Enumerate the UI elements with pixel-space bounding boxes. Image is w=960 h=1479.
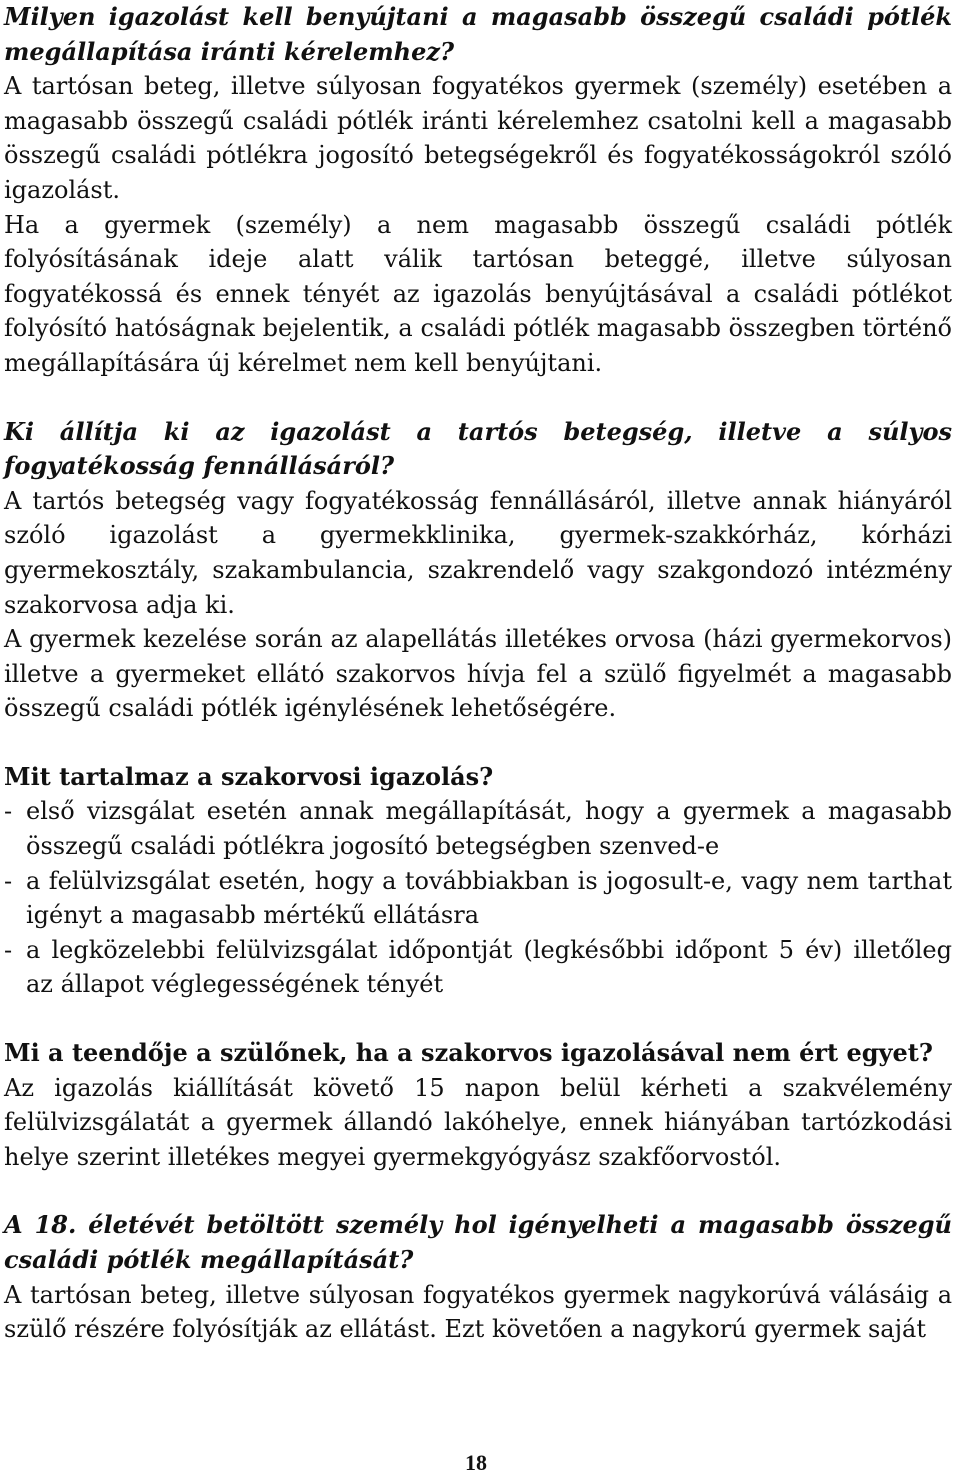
spacer	[4, 726, 952, 760]
paragraph: Ha a gyermek (személy) a nem magasabb összegű családi pótlék folyósításának ideje alatt válik tartósan beteggé, illetve súlyosan fogyatékossá és ennek tényét az igazolás benyújtásával a családi pótlékot folyósító hatóságnak bejelentik, a családi pótlék magasabb összegben történő megállapítására új kérelmet nem kell benyújtani.	[4, 210, 952, 377]
spacer	[4, 1002, 952, 1036]
spacer	[4, 1174, 952, 1208]
dash-bullet: -	[4, 797, 13, 826]
paragraph: A tartósan beteg, illetve súlyosan fogyatékos gyermek nagykorúvá válásáig a szülő részére folyósítják az ellátást. Ezt követően a nagykorú gyermek saját	[4, 1280, 952, 1344]
paragraph: A tartós betegség vagy fogyatékosság fennállásáról, illetve annak hiányáról szóló igazolást a gyermekklinika, gyermek-szakkórház, kórházi gyermekosztály, szakambulancia, szakrendelő vagy szakgondozó intézmény szakorvosa adja ki.	[4, 486, 952, 619]
list-item-text: a legközelebbi felülvizsgálat időpontját (legkésőbbi időpont 5 év) illetőleg az állapot véglegességének tényét	[26, 935, 952, 999]
paragraph: A gyermek kezelése során az alapellátás illetékes orvosa (házi gyermekorvos) illetve a gyermeket ellátó szakorvos hívja fel a szülő figyelmét a magasabb összegű családi pótlék igénylésének lehetőségére.	[4, 625, 952, 723]
list-item-text: első vizsgálat esetén annak megállapítását, hogy a gyermek a magasabb összegű családi pótlékra jogosító betegségben szenved-e	[26, 797, 952, 861]
requirements-list	[4, 794, 952, 1002]
section-heading: Milyen igazolást kell benyújtani a magasabb összegű családi pótlék megállapítása iránti kérelemhez?	[4, 2, 952, 66]
list-item	[4, 933, 952, 1002]
section-heading: Mit tartalmaz a szakorvosi igazolás?	[4, 761, 494, 791]
list-item	[4, 864, 952, 933]
page-number: 18	[465, 1450, 487, 1475]
section-heading: Ki állítja ki az igazolást a tartós betegség, illetve a súlyos fogyatékosság fennállásáról?	[4, 416, 952, 481]
dash-bullet: -	[4, 866, 13, 895]
spacer	[4, 381, 952, 415]
document-page	[4, 0, 952, 1347]
paragraph: A tartósan beteg, illetve súlyosan fogyatékos gyermek (személy) esetében a magasabb összegű családi pótlék iránti kérelemhez csatolni kell a magasabb összegű családi pótlékra jogosító betegségekről és fogyatékosságokról szóló igazolást.	[4, 72, 952, 204]
list-item	[4, 794, 952, 863]
list-item-text: a felülvizsgálat esetén, hogy a továbbiakban is jogosult-e, vagy nem tarthat igényt a magasabb mértékű ellátásra	[26, 866, 952, 930]
section-heading: Mi a teendője a szülőnek, ha a szakorvos igazolásával nem ért egyet?	[4, 1038, 933, 1068]
section-heading: A 18. életévét betöltött személy hol igényelheti a magasabb összegű családi pótlék megállapítását?	[4, 1210, 952, 1274]
paragraph: Az igazolás kiállítását követő 15 napon belül kérheti a szakvélemény felülvizsgálatát a gyermek állandó lakóhelye, ennek hiányában tartózkodási helye szerint illetékes megyei gyermekgyógyász szakfőorvostól.	[4, 1073, 952, 1171]
dash-bullet: -	[4, 935, 13, 964]
